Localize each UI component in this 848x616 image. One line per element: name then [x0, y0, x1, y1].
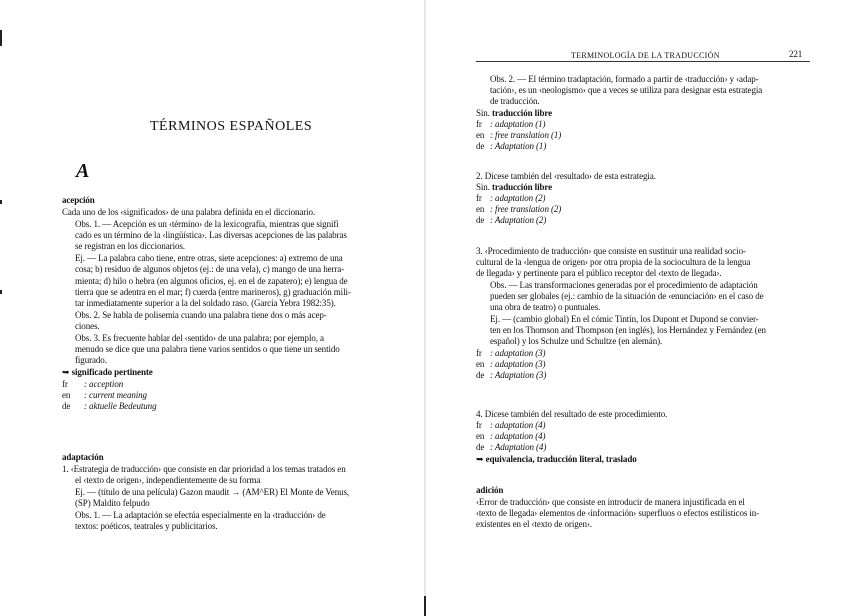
entry-line: Obs. 2. — El término tradaptación, formado a partir de ‹traducción› y ‹adap-: [490, 74, 759, 84]
entry-line: Ej. — (cambio global) En el cómic Tintín, los Dupont et Dupond se convier-: [490, 314, 759, 324]
headword-acepcion: acepción: [62, 195, 95, 205]
entry-line: textos: poéticos, teatrales y publicitarios.: [75, 521, 218, 531]
entry-line: tierra que se adentra en el mar; f) cuerda (entre marineros), g) graduación mili-: [75, 287, 351, 297]
sense-line: 2. Dícese también del ‹resultado› de esta estrategia.: [476, 171, 656, 181]
translation-line: de : Adaptation (2): [476, 215, 547, 225]
translation-line: fr : adaptation (3): [476, 348, 546, 358]
translation-line: de : aktuelle Bedeutung: [62, 401, 157, 411]
entry-line: Obs. — Las transformaciones generadas por el procedimiento de adaptación: [490, 280, 758, 290]
entry-line: Ej. — La palabra cabo tiene, entre otras, siete acepciones: a) extremo de una: [75, 253, 343, 263]
translation-line: de : Adaptation (3): [476, 370, 547, 380]
entry-line: ten en los Thomson and Thompson (en inglés), los Hernández y Fernández (en: [490, 325, 766, 335]
entry-line: tación›, es un ‹neologismo› que a veces se utiliza para designar esta estrategia: [490, 85, 763, 95]
entry-line: ciones.: [75, 321, 100, 331]
running-head: TERMINOLOGÍA DE LA TRADUCCIÓN: [571, 51, 720, 60]
translation-line: fr : adaptation (4): [476, 420, 546, 430]
entry-line: existentes en el ‹texto de origen›.: [476, 519, 592, 529]
translation-line: en : free translation (1): [476, 130, 562, 140]
right-page: [424, 0, 848, 616]
definition-line: Cada uno de los ‹significados› de una palabra definida en el diccionario.: [62, 207, 316, 217]
entry-line: menudo se dice que una palabra tiene varios sentidos o que tiene un sentido: [75, 344, 340, 354]
entry-line: se registran en los diccionarios.: [75, 241, 185, 251]
entry-line: Ej. — (título de una película) Gazon maudit → (AM^ER) El Monte de Venus,: [75, 487, 350, 497]
sense-line: 3. ‹Procedimiento de traducción› que consiste en sustituir una realidad socio-: [476, 246, 746, 256]
synonym-line: Sin. traducción libre: [476, 182, 552, 192]
entry-line: Obs. 1. — Acepción es un ‹término› de la lexicografía, mientras que signifi: [75, 219, 339, 229]
letter-heading: A: [76, 160, 90, 182]
translation-line: en : adaptation (4): [476, 431, 546, 441]
translation-line: de : Adaptation (1): [476, 141, 547, 151]
entry-line: español) y los Schulze und Schultze (en alemán).: [490, 336, 663, 346]
entry-line: 1. ‹Estrategia de traducción› que consiste en dar prioridad a los temas tratados en: [62, 464, 346, 474]
entry-line: Obs. 3. Es frecuente hablar del ‹sentido› de una palabra; por ejemplo, a: [75, 333, 324, 343]
entry-line: Obs. 1. — La adaptación se efectúa especialmente en la ‹traducción› de: [75, 510, 326, 520]
entry-line: figurado.: [75, 355, 107, 365]
entry-line: (SP) Maldito felpudo: [75, 498, 150, 508]
section-title: TÉRMINOS ESPAÑOLES: [150, 119, 313, 134]
entry-line: el ‹texto de origen›, independientemente de su forma: [75, 475, 261, 485]
page-number: 221: [789, 49, 803, 59]
entry-line: mienta; d) hilo o hebra (en algunos oficios, ej. en el de zapatero); e) lengua de: [75, 276, 348, 286]
sense-line: cultural de la ‹lengua de origen› por otra propia de la sociocultura de la lengua: [476, 257, 751, 267]
translation-line: fr : acception: [62, 379, 124, 389]
translation-line: fr : adaptation (1): [476, 119, 546, 129]
entry-line: tar inmediatamente superior a la del soldado raso. (García Yebra 1982:35).: [75, 298, 336, 308]
sense-line: 4. Dícese también del resultado de este procedimiento.: [476, 409, 668, 419]
translation-line: fr : adaptation (2): [476, 193, 546, 203]
entry-line: cado es un término de la ‹lingüística›. Las diversas acepciones de las palabras: [75, 230, 347, 240]
headword-adicion: adición: [476, 485, 504, 495]
headword-adaptacion: adaptación: [62, 452, 104, 462]
header-rule: [476, 61, 810, 62]
sense-line: de llegada› y pertinente para el público receptor del ‹texto de llegada›.: [476, 268, 722, 278]
entry-line: pueden ser globales (ej.: cambio de la situación de ‹enunciación› en el caso de: [490, 291, 764, 301]
see-also-term: significado pertinente: [71, 367, 153, 377]
translation-line: de : Adaptation (4): [476, 442, 547, 452]
entry-line: ‹texto de llegada› elementos de ‹información› superfluos o efectos estilísticos in-: [476, 508, 760, 518]
translation-line: en : current meaning: [62, 390, 147, 400]
synonym-line: Sin. traducción libre: [476, 108, 552, 118]
see-also: ➥ equivalencia, traducción literal, traslado: [476, 454, 637, 464]
see-also-term: equivalencia, traducción literal, traslado: [485, 454, 637, 464]
translation-line: en : free translation (2): [476, 204, 562, 214]
entry-line: de traducción.: [490, 96, 540, 106]
entry-line: una obra de teatro) o puntuales.: [490, 302, 601, 312]
entry-line: cosa; b) residuo de algunos objetos (ej.: de una vela), c) mango de una herra-: [75, 264, 345, 274]
see-also: ➥ significado pertinente: [62, 367, 153, 377]
translation-line: en : adaptation (3): [476, 359, 546, 369]
entry-line: Obs. 2. Se habla de polisemia cuando una palabra tiene dos o más acep-: [75, 310, 327, 320]
entry-line: ‹Error de traducción› que consiste en introducir de manera injustificada en el: [476, 497, 745, 507]
